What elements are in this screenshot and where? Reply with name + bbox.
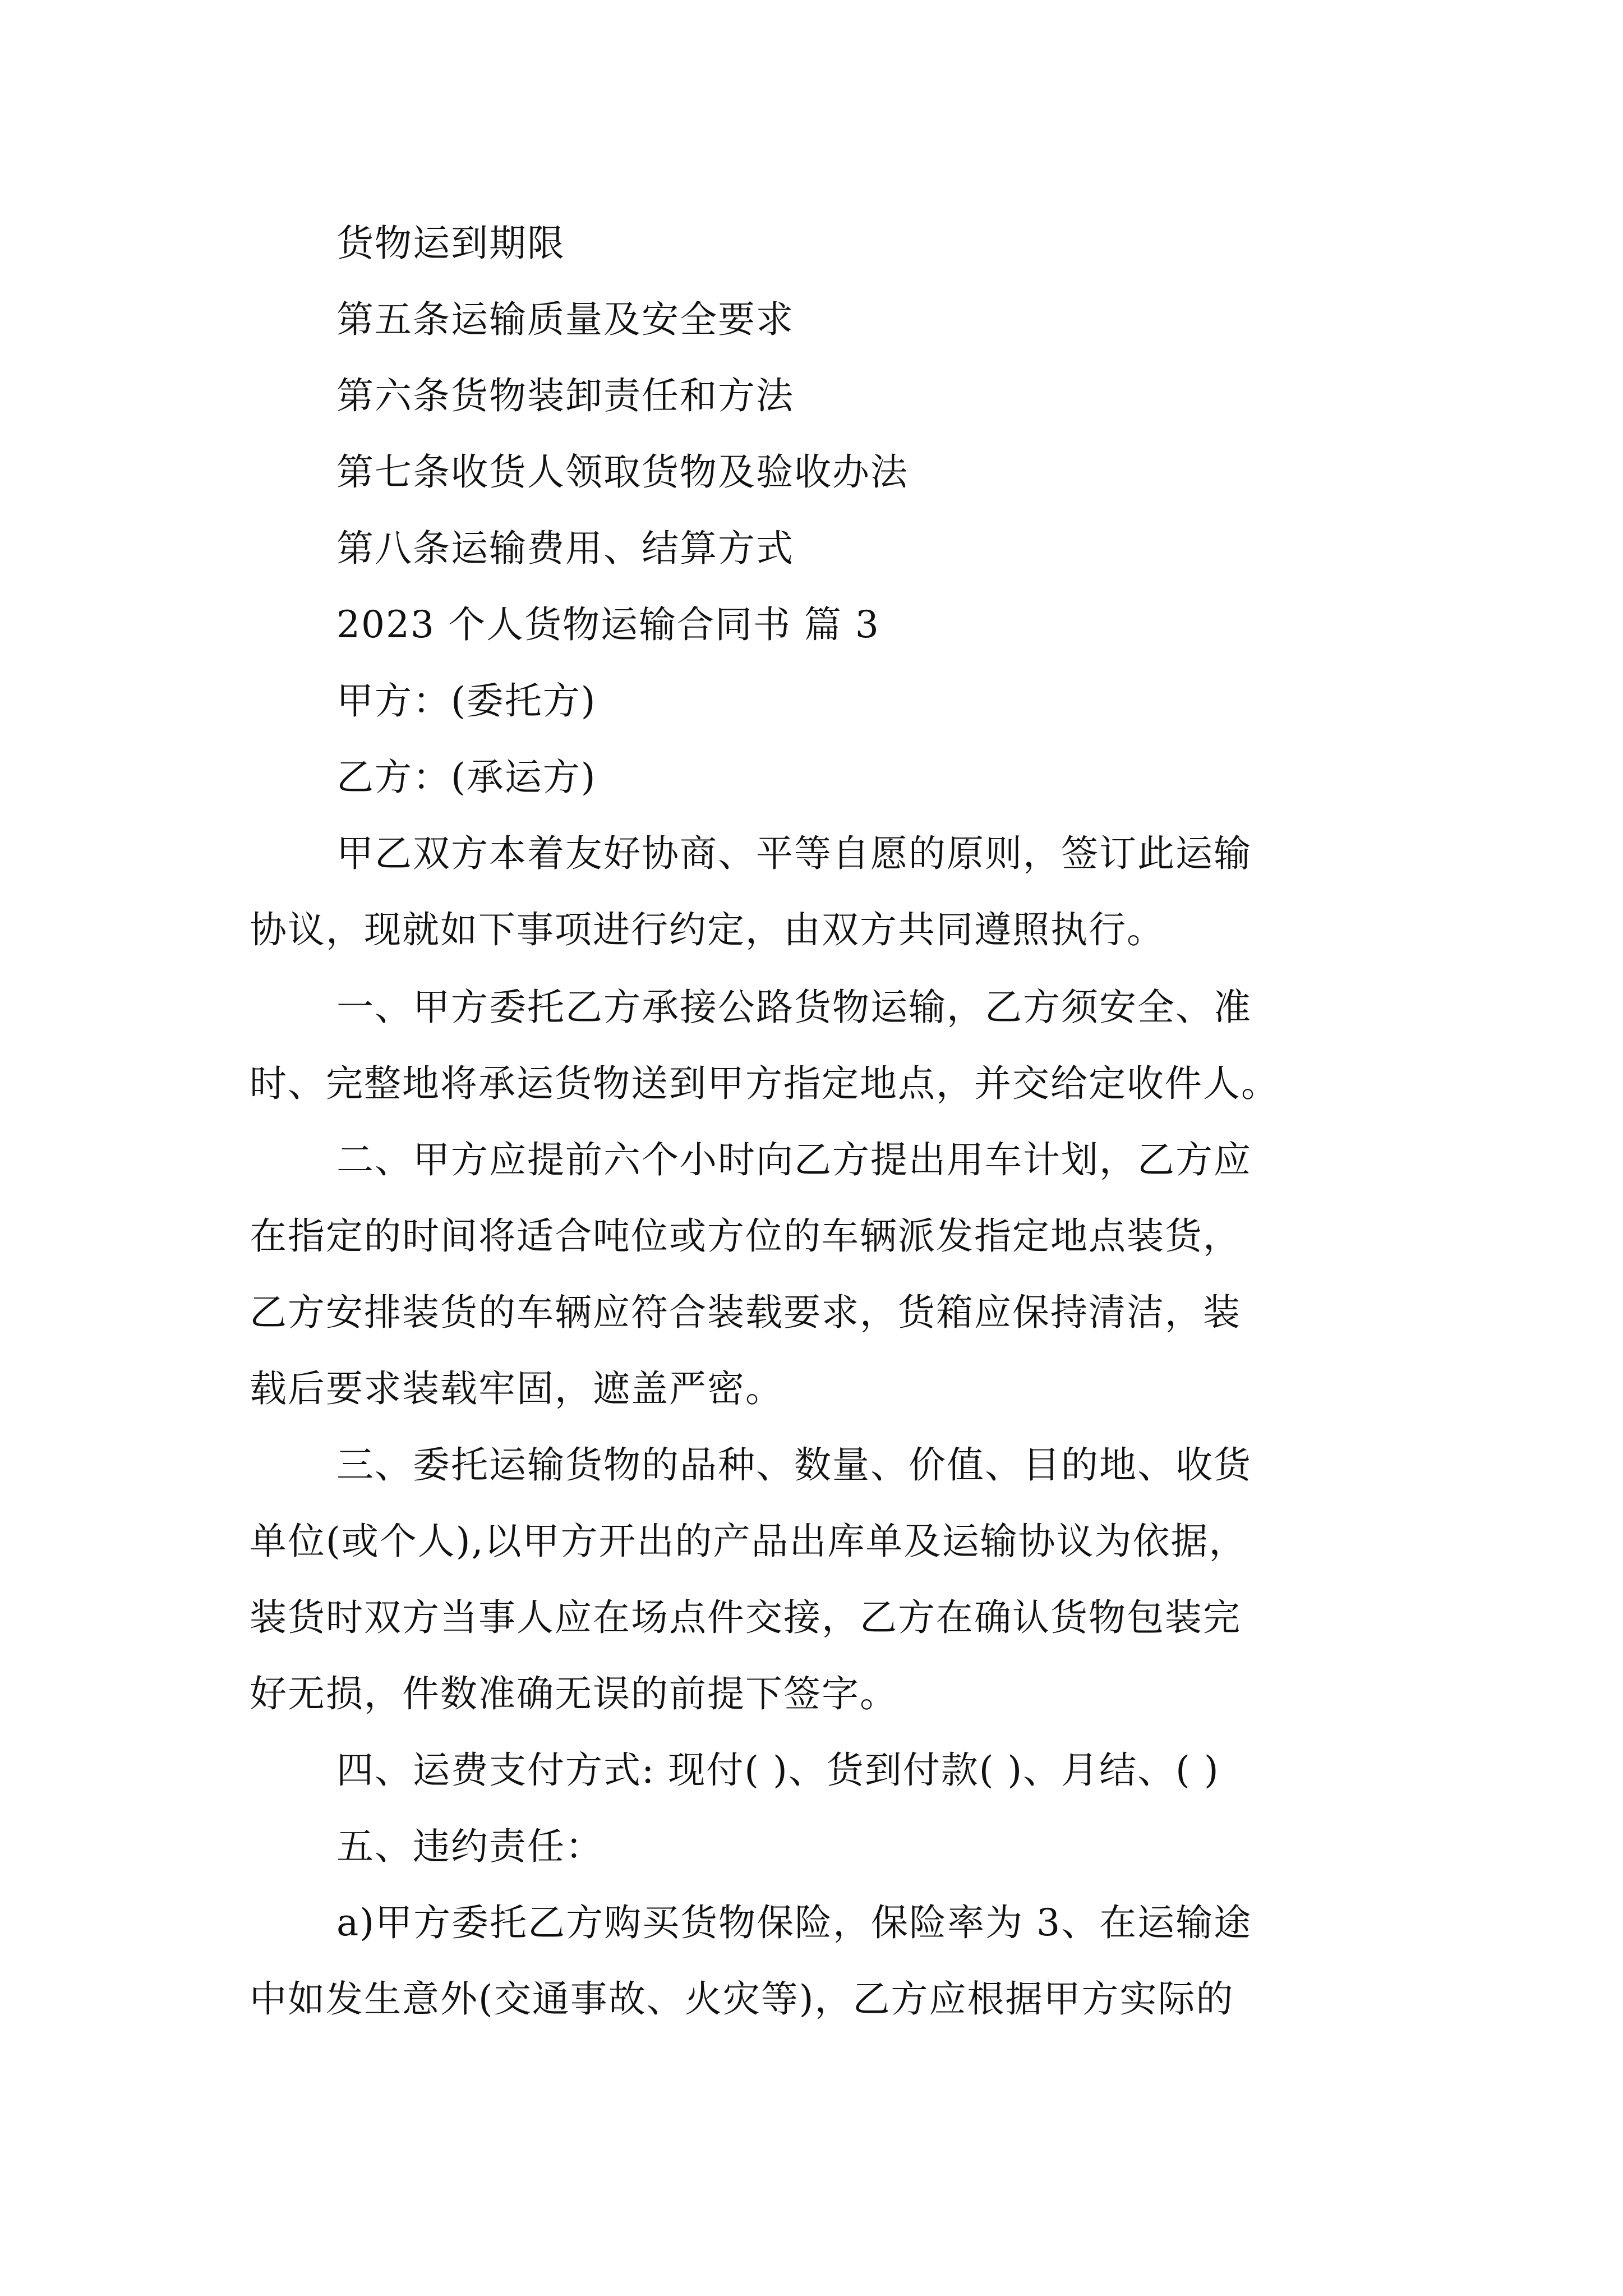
text-line: 装货时双方当事人应在场点件交接，乙方在确认货物包装完 xyxy=(250,1596,1241,1639)
text-line: 单位(或个人),以甲方开出的产品出库单及运输协议为依据， xyxy=(250,1520,1247,1563)
text-line: 第六条货物装卸责任和方法 xyxy=(336,374,794,417)
text-line: a)甲方委托乙方购买货物保险，保险率为 3、在运输途 xyxy=(336,1901,1252,1944)
text-line: 一、甲方委托乙方承接公路货物运输，乙方须安全、准 xyxy=(336,986,1252,1029)
text-line: 协议，现就如下事项进行约定，由双方共同遵照执行。 xyxy=(250,908,1165,951)
text-line: 2023 个人货物运输合同书 篇 3 xyxy=(336,603,880,646)
text-line: 在指定的时间将适合吨位或方位的车辆派发指定地点装货， xyxy=(250,1214,1241,1258)
text-line: 乙方：(承运方) xyxy=(336,756,597,799)
text-line: 载后要求装载牢固，遮盖严密。 xyxy=(250,1367,783,1410)
text-line: 时、完整地将承运货物送到甲方指定地点，并交给定收件人。 xyxy=(250,1062,1279,1105)
text-line: 四、运费支付方式: 现付( )、货到付款( )、月结、( ) xyxy=(336,1749,1220,1792)
text-line: 乙方安排装货的车辆应符合装载要求，货箱应保持清洁，装 xyxy=(250,1291,1241,1334)
text-line: 甲乙双方本着友好协商、平等自愿的原则，签订此运输 xyxy=(336,832,1252,875)
text-line: 五、违约责任： xyxy=(336,1825,603,1868)
text-line: 好无损，件数准确无误的前提下签字。 xyxy=(250,1672,898,1715)
text-line: 第七条收货人领取货物及验收办法 xyxy=(336,450,909,494)
text-line: 三、委托运输货物的品种、数量、价值、目的地、收货 xyxy=(336,1443,1252,1487)
text-line: 中如发生意外(交通事故、火灾等)，乙方应根据甲方实际的 xyxy=(250,1977,1234,2021)
text-line: 第八条运输费用、结算方式 xyxy=(336,527,794,570)
text-line: 甲方：(委托方) xyxy=(336,679,597,723)
text-line: 二、甲方应提前六个小时向乙方提出用车计划，乙方应 xyxy=(336,1138,1252,1181)
text-line: 第五条运输质量及安全要求 xyxy=(336,298,794,341)
text-line: 货物运到期限 xyxy=(336,222,565,265)
